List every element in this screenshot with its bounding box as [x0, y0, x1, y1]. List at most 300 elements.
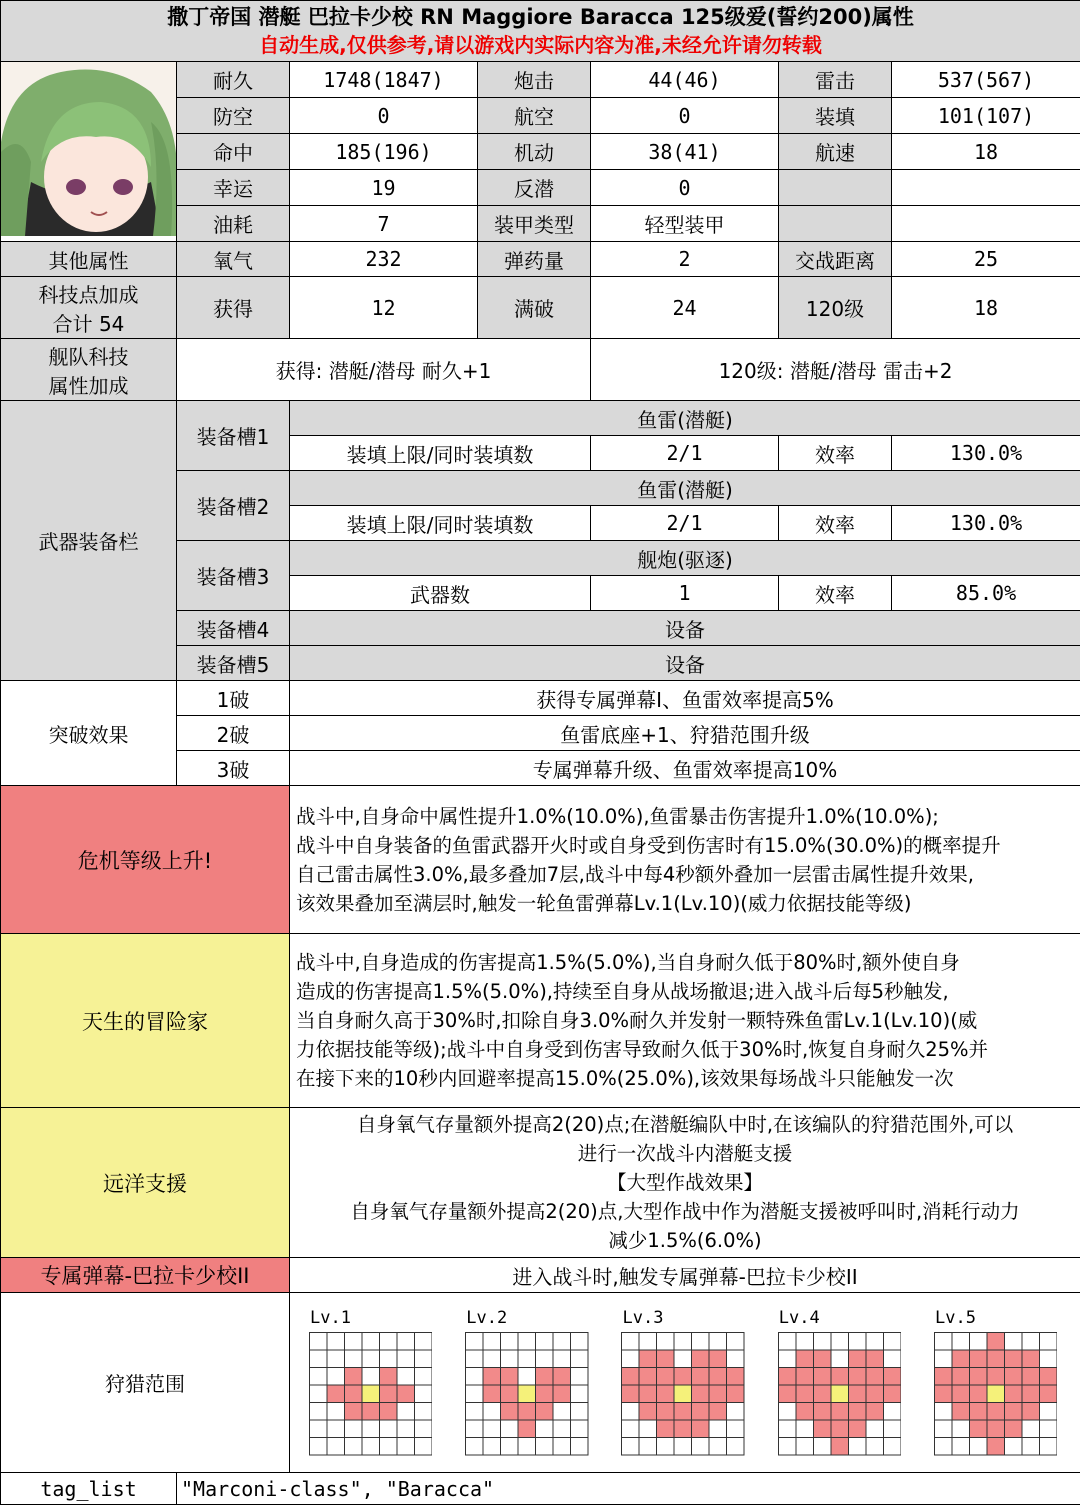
hunting-cell: [518, 1368, 536, 1386]
hunting-cell: [674, 1350, 692, 1368]
hunting-cell: [883, 1438, 901, 1456]
hunting-cell: [571, 1385, 589, 1403]
hunting-cell-active: [866, 1385, 884, 1403]
hunting-cell: [362, 1420, 380, 1438]
skill-description: [290, 1108, 1080, 1258]
hunting-cell: [327, 1403, 345, 1421]
skill-description: 进入战斗时,触发专属弹幕-巴拉卡少校II: [290, 1258, 1080, 1293]
weapon-slots-label: 武器装备栏: [1, 401, 177, 681]
hunting-cell-active: [397, 1385, 415, 1403]
stat-label: 满破: [478, 277, 591, 339]
hunting-cell-active: [1004, 1368, 1022, 1386]
hunting-cell-active: [796, 1368, 814, 1386]
fleet-tech-obtain: 获得: 潜艇/潜母 耐久+1: [177, 339, 591, 401]
hunting-cell: [883, 1333, 901, 1351]
slot-detail-label: 武器数: [290, 576, 591, 611]
sheet-title: [1, 1, 1080, 62]
hunting-cell: [536, 1350, 554, 1368]
hunting-cell: [536, 1333, 554, 1351]
hunting-cell: [397, 1368, 415, 1386]
tech-points-title: 科技点加成: [1, 279, 176, 308]
hunting-cell-active: [934, 1385, 952, 1403]
stat-value: 185(196): [290, 134, 478, 170]
stat-label: 120级: [779, 277, 892, 339]
slot-efficiency-label: 效率: [779, 576, 892, 611]
skill-line: 减少1.5%(6.0%): [296, 1226, 1074, 1255]
hunting-cell: [952, 1420, 970, 1438]
hunting-cell-active: [778, 1385, 796, 1403]
hunting-cell: [483, 1350, 501, 1368]
hunting-cell-active: [969, 1403, 987, 1421]
hunting-cell: [674, 1438, 692, 1456]
hunting-cell-active: [657, 1420, 675, 1438]
hunting-cell: [866, 1333, 884, 1351]
hunting-cell: [553, 1420, 571, 1438]
hunting-cell: [327, 1368, 345, 1386]
hunting-cell: [657, 1438, 675, 1456]
hunting-cell: [362, 1368, 380, 1386]
hunting-cell: [571, 1438, 589, 1456]
hunting-cell-active: [969, 1385, 987, 1403]
hunting-cell-active: [639, 1350, 657, 1368]
hunting-cell: [466, 1333, 484, 1351]
stat-value: 7: [290, 206, 478, 242]
hunting-cell: [866, 1420, 884, 1438]
hunting-cell: [727, 1420, 745, 1438]
stat-label: 航空: [478, 98, 591, 134]
hunting-cell-active: [1022, 1350, 1040, 1368]
skill-line: 战斗中自身装备的鱼雷武器开火时或自身受到伤害时有15.0%(30.0%)的概率提升: [296, 831, 1074, 860]
hunting-center-cell: [362, 1385, 380, 1403]
hunting-cell-active: [813, 1368, 831, 1386]
slot-detail-value: 2/1: [591, 506, 779, 541]
hunting-cell: [934, 1350, 952, 1368]
hunting-cell: [327, 1333, 345, 1351]
hunting-cell-active: [622, 1368, 640, 1386]
hunting-cell: [309, 1403, 327, 1421]
slot-type: 舰炮(驱逐): [290, 541, 1080, 576]
hunting-cell-active: [1039, 1385, 1057, 1403]
hunting-cell: [466, 1350, 484, 1368]
slot-type: 设备: [290, 646, 1080, 681]
hunting-cell: [414, 1403, 432, 1421]
slot-name: 装备槽3: [177, 541, 290, 611]
hunting-cell: [571, 1333, 589, 1351]
hunting-cell-active: [501, 1385, 519, 1403]
hunting-cell: [327, 1420, 345, 1438]
skill-line: 【大型作战效果】: [296, 1168, 1074, 1197]
slot-type: 设备: [290, 611, 1080, 646]
hunting-cell: [796, 1420, 814, 1438]
skill-row: [1, 1258, 1080, 1293]
hunting-cell: [952, 1438, 970, 1456]
hunting-cell-active: [866, 1350, 884, 1368]
hunting-cell: [344, 1420, 362, 1438]
hunting-cell-active: [883, 1368, 901, 1386]
hunting-cell-active: [831, 1438, 849, 1456]
stat-label: 幸运: [177, 170, 290, 206]
hunting-cell-active: [952, 1368, 970, 1386]
stat-value: 18: [892, 134, 1080, 170]
hunting-cell: [483, 1403, 501, 1421]
hunting-cell: [466, 1385, 484, 1403]
stat-label: 油耗: [177, 206, 290, 242]
slot-detail-value: 2/1: [591, 436, 779, 471]
hunting-cell-active: [709, 1385, 727, 1403]
hunting-cell: [536, 1420, 554, 1438]
hunting-cell: [778, 1333, 796, 1351]
hunting-cell-active: [657, 1403, 675, 1421]
skill-line: 自己雷击属性3.0%,最多叠加7层,战斗中每4秒额外叠加一层雷击属性提升效果,: [296, 860, 1074, 889]
hunting-cell-active: [1004, 1403, 1022, 1421]
stat-label: 雷击: [779, 62, 892, 98]
hunting-cell-active: [657, 1385, 675, 1403]
hunting-cell: [639, 1438, 657, 1456]
hunting-cell-active: [518, 1403, 536, 1421]
hunting-cell: [1004, 1333, 1022, 1351]
hunting-cell: [848, 1438, 866, 1456]
slot-type: 鱼雷(潜艇): [290, 471, 1080, 506]
hunting-cell: [1022, 1333, 1040, 1351]
stat-label: 反潜: [478, 170, 591, 206]
breakthrough-effect: 鱼雷底座+1、狩猎范围升级: [290, 716, 1080, 751]
hunting-cell: [571, 1368, 589, 1386]
hunting-cell-active: [622, 1385, 640, 1403]
hunting-cell-active: [848, 1350, 866, 1368]
hunting-cell-active: [969, 1368, 987, 1386]
stat-label: 命中: [177, 134, 290, 170]
hunting-cell: [309, 1438, 327, 1456]
stat-label: [779, 206, 892, 242]
hunting-cell-active: [501, 1368, 519, 1386]
hunting-cell: [969, 1438, 987, 1456]
skill-name: 专属弹幕-巴拉卡少校II: [1, 1258, 290, 1293]
hunting-cell: [778, 1420, 796, 1438]
hunting-range-row: [1, 1293, 1080, 1473]
hunting-cell: [379, 1350, 397, 1368]
hunting-cell: [1022, 1420, 1040, 1438]
hunting-cell-active: [379, 1403, 397, 1421]
slot-efficiency-value: 85.0%: [892, 576, 1080, 611]
hunting-cell-active: [987, 1403, 1005, 1421]
slot-name: 装备槽4: [177, 611, 290, 646]
slot-detail-label: 装填上限/同时装填数: [290, 436, 591, 471]
fleet-tech-subtitle: 属性加成: [1, 370, 176, 399]
hunting-cell-active: [1004, 1385, 1022, 1403]
stat-label: 装甲类型: [478, 206, 591, 242]
hunting-cell-active: [727, 1385, 745, 1403]
hunting-cell: [397, 1420, 415, 1438]
slot-efficiency-label: 效率: [779, 506, 892, 541]
hunting-cell-active: [639, 1403, 657, 1421]
stat-value: 12: [290, 277, 478, 339]
hunting-cell: [778, 1438, 796, 1456]
hunting-cell-active: [1022, 1403, 1040, 1421]
breakthrough-effect: 获得专属弹幕I、鱼雷效率提高5%: [290, 681, 1080, 716]
hunting-cell: [883, 1420, 901, 1438]
hunting-cell-active: [709, 1403, 727, 1421]
hunting-cell: [848, 1333, 866, 1351]
hunting-cell-active: [362, 1403, 380, 1421]
hunting-cell-active: [831, 1368, 849, 1386]
hunting-cell: [622, 1403, 640, 1421]
hunting-cell: [622, 1350, 640, 1368]
hunting-cell: [622, 1420, 640, 1438]
hunting-cell-active: [796, 1385, 814, 1403]
hunting-cell-active: [969, 1350, 987, 1368]
hunting-cell-active: [327, 1385, 345, 1403]
hunting-cell: [483, 1420, 501, 1438]
hunting-cell: [379, 1333, 397, 1351]
hunting-cell-active: [796, 1403, 814, 1421]
skill-line: 当自身耐久高于30%时,扣除自身3.0%耐久并发射一颗特殊鱼雷Lv.1(Lv.10)(威: [296, 1006, 1074, 1035]
hunting-cell: [414, 1333, 432, 1351]
hunting-cell-active: [709, 1368, 727, 1386]
hunting-cell-active: [518, 1420, 536, 1438]
stat-value: 轻型装甲: [591, 206, 779, 242]
hunting-cell: [1004, 1438, 1022, 1456]
hunting-cell: [571, 1350, 589, 1368]
hunting-cell: [553, 1333, 571, 1351]
hunting-cell-active: [969, 1420, 987, 1438]
hunting-cell-active: [692, 1368, 710, 1386]
hunting-cell-active: [536, 1385, 554, 1403]
fleet-tech-lv120: 120级: 潜艇/潜母 雷击+2: [591, 339, 1080, 401]
skill-name: 危机等级上升!: [1, 786, 290, 934]
tag-list-row: [1, 1473, 1080, 1505]
hunting-cell-active: [952, 1385, 970, 1403]
stat-label: 交战距离: [779, 242, 892, 277]
hunting-cell: [952, 1333, 970, 1351]
hunting-cell-active: [727, 1368, 745, 1386]
hunting-cell: [501, 1350, 519, 1368]
hunting-cell: [657, 1333, 675, 1351]
hunting-level-label: Lv.4: [777, 1304, 902, 1332]
skill-row: [1, 1108, 1080, 1258]
stat-value: 38(41): [591, 134, 779, 170]
hunting-cell-active: [1004, 1350, 1022, 1368]
hunting-cell-active: [344, 1403, 362, 1421]
hunting-cell: [622, 1333, 640, 1351]
hunting-cell: [934, 1420, 952, 1438]
skill-description: [290, 934, 1080, 1108]
skill-row: [1, 786, 1080, 934]
skill-line: 战斗中,自身命中属性提升1.0%(10.0%),鱼雷暴击伤害提升1.0%(10.0%);: [296, 802, 1074, 831]
hunting-cell: [1039, 1350, 1057, 1368]
hunting-cell: [934, 1438, 952, 1456]
stat-label: 炮击: [478, 62, 591, 98]
hunting-cell: [362, 1350, 380, 1368]
hunting-level-label: Lv.1: [308, 1304, 433, 1332]
stat-value: 24: [591, 277, 779, 339]
hunting-cell-active: [778, 1368, 796, 1386]
hunting-cell-active: [692, 1403, 710, 1421]
stat-label: 氧气: [177, 242, 290, 277]
tech-points-total: 合计 54: [1, 308, 176, 337]
stats-row: [1, 62, 1080, 98]
stat-value: 25: [892, 242, 1080, 277]
hunting-cell: [727, 1333, 745, 1351]
title-row: [1, 1, 1080, 62]
hunting-cell-active: [987, 1350, 1005, 1368]
hunting-range-label: 狩猎范围: [1, 1293, 290, 1473]
hunting-grid: [934, 1332, 1058, 1456]
hunting-level-label: Lv.5: [933, 1304, 1058, 1332]
skill-line: 战斗中,自身造成的伤害提高1.5%(5.0%),当自身耐久低于80%时,额外使自身: [296, 948, 1074, 977]
hunting-cell-active: [1022, 1368, 1040, 1386]
hunting-level: [777, 1304, 902, 1461]
hunting-cell: [796, 1333, 814, 1351]
hunting-cell-active: [657, 1350, 675, 1368]
hunting-cell-active: [344, 1385, 362, 1403]
hunting-cell-active: [987, 1333, 1005, 1351]
hunting-cell-active: [379, 1368, 397, 1386]
hunting-cell: [692, 1333, 710, 1351]
hunting-cell: [571, 1420, 589, 1438]
hunting-cell: [709, 1420, 727, 1438]
hunting-cell-active: [483, 1368, 501, 1386]
tech-points-row: [1, 277, 1080, 339]
weapon-slot-row: [1, 401, 1080, 436]
hunting-cell-active: [848, 1368, 866, 1386]
skill-line: 自身氧气存量额外提高2(20)点,大型作战中作为潜艇支援被呼叫时,消耗行动力: [296, 1197, 1074, 1226]
hunting-cell-active: [692, 1420, 710, 1438]
hunting-cell: [692, 1438, 710, 1456]
hunting-cell-active: [536, 1403, 554, 1421]
hunting-cell: [639, 1333, 657, 1351]
hunting-cell: [709, 1438, 727, 1456]
title-line-1: 撒丁帝国 潜艇 巴拉卡少校 RN Maggiore Baracca 125级爱(誓约200)属性: [1, 3, 1080, 31]
character-portrait: [1, 62, 177, 236]
hunting-cell: [379, 1420, 397, 1438]
hunting-level: [621, 1304, 746, 1461]
skill-description: [290, 786, 1080, 934]
hunting-cell: [414, 1385, 432, 1403]
hunting-cell: [796, 1438, 814, 1456]
hunting-cell-active: [831, 1403, 849, 1421]
hunting-cell-active: [657, 1368, 675, 1386]
hunting-cell: [414, 1420, 432, 1438]
hunting-cell: [309, 1420, 327, 1438]
hunting-cell-active: [674, 1368, 692, 1386]
hunting-level: [933, 1304, 1058, 1461]
hunting-cell-active: [952, 1350, 970, 1368]
hunting-cell: [414, 1350, 432, 1368]
skill-line: 在接下来的10秒内回避率提高15.0%(25.0%),该效果每场战斗只能触发一次: [296, 1064, 1074, 1093]
hunting-cell: [518, 1438, 536, 1456]
hunting-cell: [466, 1420, 484, 1438]
hunting-cell: [309, 1385, 327, 1403]
stat-value: 2: [591, 242, 779, 277]
stat-value: 232: [290, 242, 478, 277]
hunting-cell-active: [813, 1385, 831, 1403]
tag-list-label: tag_list: [1, 1473, 177, 1505]
hunting-cell-active: [813, 1420, 831, 1438]
hunting-cell-active: [344, 1368, 362, 1386]
hunting-cell-active: [553, 1368, 571, 1386]
stat-label: 弹药量: [478, 242, 591, 277]
hunting-cell: [883, 1350, 901, 1368]
slot-efficiency-value: 130.0%: [892, 506, 1080, 541]
hunting-cell-active: [674, 1420, 692, 1438]
hunting-cell: [362, 1438, 380, 1456]
hunting-cell-active: [796, 1350, 814, 1368]
hunting-cell: [778, 1350, 796, 1368]
hunting-cell: [397, 1333, 415, 1351]
hunting-level: [308, 1304, 433, 1461]
stat-label: 航速: [779, 134, 892, 170]
stat-label: 装填: [779, 98, 892, 134]
hunting-cell: [709, 1333, 727, 1351]
hunting-cell: [831, 1350, 849, 1368]
hunting-level: [464, 1304, 589, 1461]
tech-points-label: [1, 277, 177, 339]
hunting-cell-active: [866, 1403, 884, 1421]
hunting-level-label: Lv.2: [464, 1304, 589, 1332]
hunting-cell: [501, 1420, 519, 1438]
hunting-cell: [1039, 1438, 1057, 1456]
hunting-cell-active: [674, 1403, 692, 1421]
tag-list-value: "Marconi-class", "Baracca": [177, 1473, 1080, 1505]
breakthrough-level: 2破: [177, 716, 290, 751]
hunting-cell: [327, 1350, 345, 1368]
hunting-cell: [934, 1403, 952, 1421]
stat-value: 44(46): [591, 62, 779, 98]
hunting-cell: [483, 1333, 501, 1351]
hunting-cell: [414, 1438, 432, 1456]
stat-label: [779, 170, 892, 206]
hunting-cell: [883, 1403, 901, 1421]
hunting-cell-active: [639, 1368, 657, 1386]
slot-efficiency-value: 130.0%: [892, 436, 1080, 471]
stat-value: [892, 170, 1080, 206]
stat-value: 537(567): [892, 62, 1080, 98]
hunting-cell: [344, 1333, 362, 1351]
stat-label: 防空: [177, 98, 290, 134]
hunting-level-label: Lv.3: [621, 1304, 746, 1332]
breakthrough-level: 3破: [177, 751, 290, 786]
hunting-cell: [571, 1403, 589, 1421]
hunting-cell: [813, 1333, 831, 1351]
hunting-cell: [466, 1368, 484, 1386]
hunting-cell-active: [1022, 1385, 1040, 1403]
hunting-cell-active: [501, 1403, 519, 1421]
skill-line: 自身氧气存量额外提高2(20)点;在潜艇编队中时,在该编队的狩猎范围外,可以: [296, 1110, 1074, 1139]
hunting-cell: [501, 1333, 519, 1351]
hunting-cell: [466, 1403, 484, 1421]
hunting-cell: [327, 1438, 345, 1456]
stat-value: 18: [892, 277, 1080, 339]
hunting-center-cell: [674, 1385, 692, 1403]
breakthrough-level: 1破: [177, 681, 290, 716]
stat-label: 获得: [177, 277, 290, 339]
skill-line: 进行一次战斗内潜艇支援: [296, 1139, 1074, 1168]
hunting-cell: [518, 1350, 536, 1368]
stat-value: 0: [290, 98, 478, 134]
skill-line: 该效果叠加至满层时,触发一轮鱼雷弹幕Lv.1(Lv.10)(威力依据技能等级): [296, 889, 1074, 918]
hunting-cell: [379, 1438, 397, 1456]
slot-detail-label: 装填上限/同时装填数: [290, 506, 591, 541]
skill-name: 天生的冒险家: [1, 934, 290, 1108]
hunting-cell: [309, 1368, 327, 1386]
slot-detail-value: 1: [591, 576, 779, 611]
hunting-cell-active: [553, 1385, 571, 1403]
skill-line: 造成的伤害提高1.5%(5.0%),持续至自身从战场撤退;进入战斗后每5秒触发,: [296, 977, 1074, 1006]
hunting-cell: [813, 1438, 831, 1456]
hunting-cell: [622, 1438, 640, 1456]
hunting-cell: [518, 1333, 536, 1351]
hunting-cell-active: [692, 1350, 710, 1368]
